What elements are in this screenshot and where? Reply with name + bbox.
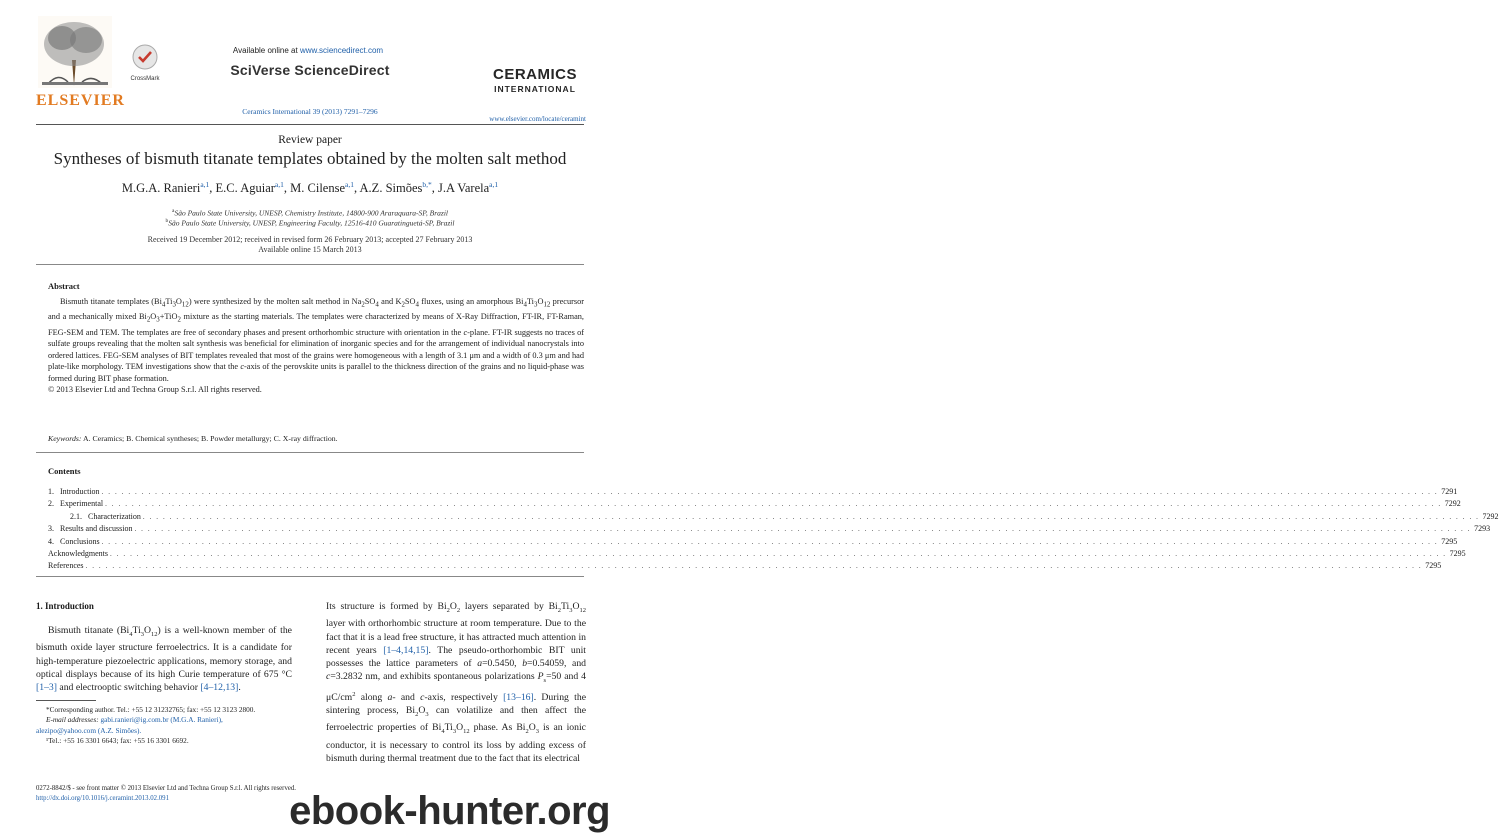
- toc-number: 2.: [48, 499, 60, 509]
- introduction-paragraph-2: Its structure is formed by $Bi_2O_2$ layers separated by $Bi_2Ti_3O_{12}$ layer with orthorhombic structure at room temperature. Due to the fact that it is a lead free structure, it has attracted much attention in recent years [1–4,14,15]. The pseudo-orthorhombic BIT unit possesses the lattice parameters of a=0.5450, b=0.54059, and c=3.2832 nm, and exhibits spontaneous polarizations $P_s=50$ and 4 $\mu C/cm^2$ along a- and c-axis, respectively [13–16]. During the sintering process, $Bi_2O_3$ can volatilize and then affect the ferroelectric properties of $Bi_4Ti_3O_{12}$ phase. As $Bi_2O_3$ is an ionic conductor, it is necessary to control its loss by adding excess of bismuth during thermal treatment due to the fact that its electrical: [326, 601, 587, 764]
- contents-heading: Contents: [48, 466, 81, 476]
- toc-leader-dots: . . . . . . . . . . . . . . . . . . . . . . . . . . . . . . . . . . . . . . . . . . . . . . . . . . . . . . . . . . . . . . . . . . . . . . . . . . . . . . . . . . . . . . . . . . . . . . . . . . . . . . . . . . . . . . . . . . . . . . . . . . . . . . . . . . . . . . . . . . . . . . . . . . . . . . . . . . . . . . . . . . . . . . . . . . . . . . . . . . . . . . . . . . . . . . . . . . . . . . . .: [101, 537, 1439, 546]
- toc-entry[interactable]: [48, 561, 1442, 573]
- crossmark-badge[interactable]: [128, 44, 162, 82]
- keywords-label: Keywords:: [48, 434, 82, 443]
- introduction-left-column: [36, 624, 292, 694]
- doi-link[interactable]: http://dx.doi.org/10.1016/j.ceramint.2013.02.091: [36, 794, 169, 802]
- affiliation-b: $^b$São Paulo State University, UNESP, Engineering Faculty, 12516-410 Guaratinguetá-SP, Brazil: [165, 218, 455, 228]
- email-line-2: [36, 726, 298, 736]
- abstract-copyright: © 2013 Elsevier Ltd and Techna Group S.r.l. All rights reserved.: [48, 385, 262, 395]
- introduction-right-column: [326, 600, 586, 765]
- platform-name: SciVerse ScienceDirect: [230, 62, 390, 78]
- available-online-line: [208, 46, 408, 55]
- toc-entry[interactable]: [48, 548, 1466, 561]
- article-type: Review paper: [278, 134, 342, 146]
- toc-title: References: [48, 561, 84, 571]
- author-name: M. Cilense: [290, 181, 345, 196]
- toc-number: 2.1.: [70, 511, 88, 521]
- sciencedirect-link[interactable]: www.sciencedirect.com: [299, 46, 384, 55]
- author-affiliation-marker[interactable]: a,1: [274, 180, 284, 189]
- available-prefix: Available online at: [232, 46, 300, 55]
- abstract-top-rule: [36, 264, 584, 265]
- toc-number: 4.: [48, 536, 60, 546]
- toc-title: Acknowledgments: [48, 548, 108, 558]
- author-name: M.G.A. Ranieri: [121, 181, 201, 196]
- toc-entry[interactable]: [48, 499, 1461, 511]
- toc-page-number: 7295: [1449, 548, 1466, 558]
- footnotes: [36, 705, 298, 747]
- watermark: ebook-hunter.org: [289, 789, 610, 833]
- toc-page-number: 7292: [1444, 499, 1461, 509]
- toc-entry[interactable]: [48, 536, 1458, 549]
- email-line: [36, 715, 298, 725]
- telephone-note: ¹Tel.: +55 16 3301 6643; fax: +55 16 3301 6692.: [46, 736, 189, 746]
- author-name: J.A Varela: [438, 181, 490, 196]
- abstract-heading: Abstract: [48, 281, 80, 291]
- footnote-rule: [36, 700, 96, 701]
- author-name: E.C. Aguiar: [215, 181, 275, 196]
- email-label: E-mail addresses:: [46, 715, 99, 725]
- toc-title: Characterization: [88, 511, 141, 521]
- journal-url-link[interactable]: www.elsevier.com/locate/ceramint: [489, 115, 586, 123]
- toc-page-number: 7291: [1441, 487, 1458, 496]
- toc-leader-dots: . . . . . . . . . . . . . . . . . . . . . . . . . . . . . . . . . . . . . . . . . . . . . . . . . . . . . . . . . . . . . . . . . . . . . . . . . . . . . . . . . . . . . . . . . . . . . . . . . . . . . . . . . . . . . . . . . . . . . . . . . . . . . . . . . . . . . . . . . . . . . . . . . . . . . . . . . . . . . . . . . . . . . . . . . . . . . . . . . . . . . . . . . . . . . . . . . . . . . . . .: [105, 500, 1442, 509]
- toc-number: 1.: [48, 487, 60, 496]
- author-list: M.G.A. Ranieri$^{a,1}$, E.C. Aguiar$^{a,1}$, M. Cilense$^{a,1}$, A.Z. Simões$^{b,*}$, J.A Varela$^{a,1}$: [121, 180, 499, 196]
- author-affiliation-marker[interactable]: a,1: [200, 180, 210, 189]
- publisher-wordmark: ELSEVIER: [36, 92, 125, 109]
- toc-title: Results and discussion: [60, 524, 133, 534]
- issn-line: 0272-8842/$ - see front matter © 2013 Elsevier Ltd and Techna Group S.r.l. All rights reserved.: [36, 785, 296, 792]
- toc-entry[interactable]: [48, 487, 1458, 499]
- received-dates: Received 19 December 2012; received in revised form 26 February 2013; accepted 27 February 2013: [147, 235, 473, 244]
- author-affiliation-marker[interactable]: a,1: [345, 180, 354, 189]
- crossmark-label: CrossMark: [130, 76, 160, 82]
- introduction-paragraph-1: Bismuth titanate $(Bi_4Ti_3O_{12})$ is a well-known member of the bismuth oxide layer structure ferroelectrics. It is a candidate for high-temperature piezoelectric applications, memory storage, and optical displays because of its high Curie temperature of 675 °C [1–3] and electrooptic switching behavior [4–12,13].: [36, 625, 292, 694]
- abstract-bottom-rule: [36, 452, 584, 453]
- toc-page-number: 7295: [1441, 536, 1458, 546]
- toc-leader-dots: . . . . . . . . . . . . . . . . . . . . . . . . . . . . . . . . . . . . . . . . . . . . . . . . . . . . . . . . . . . . . . . . . . . . . . . . . . . . . . . . . . . . . . . . . . . . . . . . . . . . . . . . . . . . . . . . . . . . . . . . . . . . . . . . . . . . . . . . . . . . . . . . . . . . . . . . . . . . . . . . . . . . . . . . . . . . . . . . . . . . . . . . . . . . . . . . . . . . . . . .: [85, 562, 1423, 571]
- toc-leader-dots: . . . . . . . . . . . . . . . . . . . . . . . . . . . . . . . . . . . . . . . . . . . . . . . . . . . . . . . . . . . . . . . . . . . . . . . . . . . . . . . . . . . . . . . . . . . . . . . . . . . . . . . . . . . . . . . . . . . . . . . . . . . . . . . . . . . . . . . . . . . . . . . . . . . . . . . . . . . . . . . . . . . . . . . . . . . . . . . . . . . . . . . . . . . . . . . . . . . . . . . .: [110, 549, 1447, 558]
- toc-title: Experimental: [60, 499, 104, 509]
- article-title: Syntheses of bismuth titanate templates obtained by the molten salt method: [53, 149, 567, 168]
- toc-page-number: 7292: [1482, 511, 1499, 521]
- toc-leader-dots: . . . . . . . . . . . . . . . . . . . . . . . . . . . . . . . . . . . . . . . . . . . . . . . . . . . . . . . . . . . . . . . . . . . . . . . . . . . . . . . . . . . . . . . . . . . . . . . . . . . . . . . . . . . . . . . . . . . . . . . . . . . . . . . . . . . . . . . . . . . . . . . . . . . . . . . . . . . . . . . . . . . . . . . . . . . . . . . . . . . . . . . . . . . . . . . . . . . . . . . .: [134, 525, 1472, 534]
- toc-leader-dots: . . . . . . . . . . . . . . . . . . . . . . . . . . . . . . . . . . . . . . . . . . . . . . . . . . . . . . . . . . . . . . . . . . . . . . . . . . . . . . . . . . . . . . . . . . . . . . . . . . . . . . . . . . . . . . . . . . . . . . . . . . . . . . . . . . . . . . . . . . . . . . . . . . . . . . . . . . . . . . . . . . . . . . . . . . . . . . . . . . . . . . . . . . . . . . . . . . . . . . . .: [101, 488, 1439, 496]
- toc-leader-dots: . . . . . . . . . . . . . . . . . . . . . . . . . . . . . . . . . . . . . . . . . . . . . . . . . . . . . . . . . . . . . . . . . . . . . . . . . . . . . . . . . . . . . . . . . . . . . . . . . . . . . . . . . . . . . . . . . . . . . . . . . . . . . . . . . . . . . . . . . . . . . . . . . . . . . . . . . . . . . . . . . . . . . . . . . . . . . . . . . . . . . . . . . . . . . . . . . . . . . . . .: [142, 512, 1480, 521]
- introduction-heading: 1. Introduction: [36, 601, 94, 611]
- toc-entry[interactable]: [48, 524, 1491, 536]
- toc-entry[interactable]: [48, 511, 1499, 524]
- author-name: A.Z. Simões: [359, 181, 423, 196]
- author-affiliation-marker[interactable]: b,*: [422, 180, 432, 189]
- table-of-contents: [48, 487, 1499, 574]
- journal-citation-link[interactable]: Ceramics International 39 (2013) 7291–7296: [242, 107, 378, 116]
- corresponding-author-note: *Corresponding author. Tel.: +55 12 31232765; fax: +55 12 3123 2800.: [46, 705, 256, 714]
- email-link-1[interactable]: gabi.ranieri@ig.com.br (M.G.A. Ranieri),: [100, 715, 223, 725]
- keywords-line: [48, 434, 584, 443]
- toc-title: Conclusions: [60, 536, 100, 546]
- toc-number: 3.: [48, 524, 60, 534]
- affiliation-a: $^a$São Paulo State University, UNESP, Chemistry Institute, 14800-900 Araraquara-SP, Brazil: [172, 208, 448, 218]
- elsevier-tree-logo: [38, 16, 112, 88]
- contents-bottom-rule: [36, 576, 584, 577]
- abstract-text: Bismuth titanate templates $(Bi_4Ti_3O_{12})$ were synthesized by the molten salt method in $Na_2SO_4$ and $K_2SO_4$ fluxes, using an amorphous $Bi_4Ti_3O_{12}$ precursor and a mechanically mixed $Bi_2O_3+TiO_2$ mixture as the starting materials. The templates were characterized by means of X-Ray Diffraction, FT-IR, FT-Raman, FEG-SEM and TEM. The templates are free of secondary phases and present orthorhombic structure with orientation in the c-plane. FT-IR suggests no traces of sulfate groups revealing that the molten salt synthesis was beneficial for elimination of inorganic species and for the arrangement of individual nanocrystals into ordered lattices. FEG-SEM analyses of BIT templates revealed that most of the grains were homogeneous with a length of 3.1 μm and a width of 0.3 μm and had plate-like morphology. TEM investigations show that the c-axis of the perovskite units is parallel to the thickness direction of the grains and no liquid-phase was formed during BIT phase formation.: [48, 297, 585, 383]
- header-divider: [36, 124, 584, 125]
- toc-title: Introduction: [60, 487, 100, 496]
- email-link-2[interactable]: alezipo@yahoo.com (A.Z. Simões).: [36, 725, 142, 735]
- journal-name-line1: CERAMICS: [492, 66, 577, 83]
- available-online-date: Available online 15 March 2013: [258, 245, 362, 254]
- crossmark-icon: [132, 44, 158, 70]
- toc-page-number: 7295: [1425, 561, 1442, 571]
- abstract-body: [48, 296, 584, 396]
- author-affiliation-marker[interactable]: a,1: [489, 180, 499, 189]
- journal-name-line2: INTERNATIONAL: [494, 84, 576, 94]
- toc-page-number: 7293: [1474, 524, 1491, 534]
- keywords-text: A. Ceramics; B. Chemical syntheses; B. Powder metallurgy; C. X-ray diffraction.: [83, 434, 338, 443]
- journal-logo: [480, 66, 590, 94]
